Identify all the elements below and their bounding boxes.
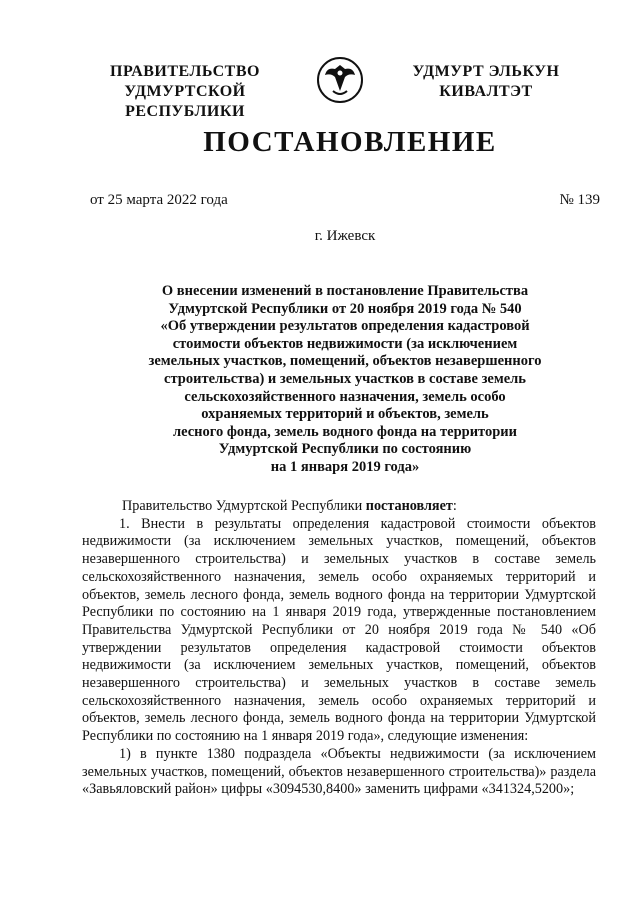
- heading-line: сельскохозяйственного назначения, земель особо: [184, 388, 506, 405]
- document-body: [82, 498, 596, 799]
- heading-line: Удмуртской Республики по состоянию: [218, 441, 472, 458]
- heading-line: лесного фонда, земель водного фонда на территории: [172, 423, 518, 440]
- document-date: от 25 марта 2022 года: [90, 192, 228, 208]
- document-subject-heading: [100, 283, 590, 477]
- document-number: № 139: [559, 192, 600, 208]
- government-name-line1: ПРАВИТЕЛЬСТВО: [110, 63, 260, 80]
- paragraph-2: 1) в пункте 1380 подраздела «Объекты недвижимости (за исключением земельных участков, помещений, объектов незавершенного строительства)» раздела «Завьяловский район» цифры «3094530,8400» заменить цифрами «341324,5200»;: [82, 745, 596, 798]
- document-city: г. Ижевск: [314, 228, 376, 244]
- heading-line: Удмуртской Республики от 20 ноября 2019 года № 540: [168, 300, 522, 317]
- document-title: ПОСТАНОВЛЕНИЕ: [203, 126, 497, 158]
- heading-line: О внесении изменений в постановление Правительства: [161, 283, 529, 299]
- government-name-udmurt-line2: КИВАЛТЭТ: [439, 83, 533, 100]
- paragraph-1: 1. Внести в результаты определения кадастровой стоимости объектов недвижимости (за исключением земельных участков, помещений, объектов незавершенного строительства) и земельных участков в составе земель сельскохозяйственного назначения, земель особо охраняемых территорий и объектов, земель лесного фонда, земель водного фонда на территории Удмуртской Республики по состоянию на 1 января 2019 года, утвержденные постановлением Правительства Удмуртской Республики от 20 ноября 2019 года № 540 «Об утверждении результатов определения кадастровой стоимости объектов недвижимости (за исключением земельных участков, помещений, объектов незавершенного строительства) и земельных участков в составе земель сельскохозяйственного назначения, земель особо охраняемых территорий и объектов, земель лесного фонда, земель водного фонда на территории Удмуртской Республики по состоянию на 1 января 2019 года», следующие изменения:: [82, 515, 596, 745]
- resolution-intro: [82, 498, 596, 516]
- government-name-udmurt-line1: УДМУРТ ЭЛЬКУН: [412, 63, 560, 80]
- intro-keyword: постановляет: [365, 498, 453, 514]
- government-name-line2: УДМУРТСКОЙ РЕСПУБЛИКИ: [124, 83, 246, 120]
- udmurt-coat-of-arms-icon: [313, 55, 367, 105]
- intro-text: Правительство Удмуртской Республики: [122, 498, 363, 514]
- heading-line: охраняемых территорий и объектов, земель: [201, 406, 489, 423]
- heading-line: стоимости объектов недвижимости (за исключением: [172, 335, 518, 352]
- intro-colon: :: [452, 498, 457, 514]
- government-name-russian: [70, 62, 300, 122]
- government-name-udmurt: [398, 62, 574, 102]
- heading-line: строительства) и земельных участков в составе земель: [164, 370, 526, 387]
- heading-line: «Об утверждении результатов определения кадастровой: [160, 318, 530, 335]
- heading-line: земельных участков, помещений, объектов незавершенного: [148, 353, 542, 370]
- heading-line: на 1 января 2019 года»: [270, 458, 420, 475]
